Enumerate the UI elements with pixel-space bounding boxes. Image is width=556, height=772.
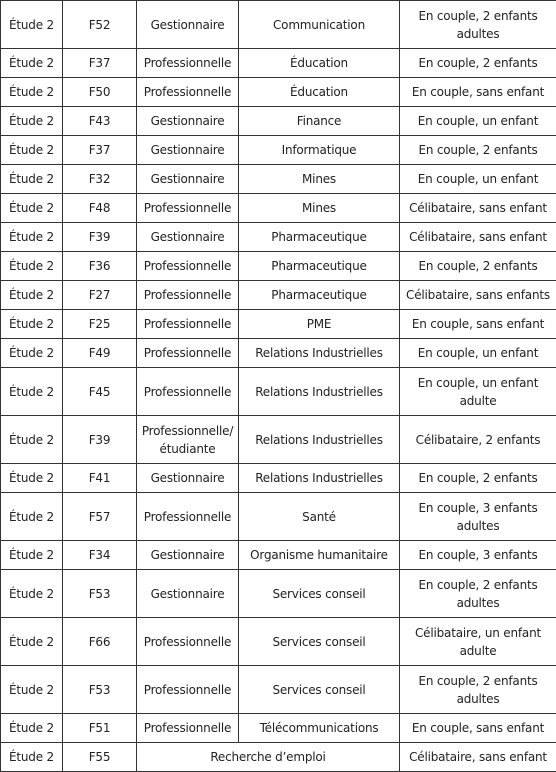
sector-cell: Pharmaceutique — [239, 281, 400, 310]
table-row — [1, 1, 556, 49]
role-cell: Professionnelle — [137, 49, 239, 78]
sector-cell: Éducation — [239, 49, 400, 78]
table-row — [1, 416, 556, 464]
study-cell: Étude 2 — [1, 416, 63, 464]
study-cell: Étude 2 — [1, 223, 63, 252]
participant-id-cell: F51 — [63, 714, 137, 743]
role-cell: Professionnelle — [137, 618, 239, 666]
merged-role-sector-cell: Recherche d’emploi — [137, 743, 400, 772]
table-row — [1, 49, 556, 78]
study-cell: Étude 2 — [1, 136, 63, 165]
family-status-cell: En couple, sans enfant — [400, 78, 556, 107]
family-status-cell: En couple, 2 enfants adultes — [400, 570, 556, 618]
sector-cell: Pharmaceutique — [239, 223, 400, 252]
study-cell: Étude 2 — [1, 1, 63, 49]
role-cell: Gestionnaire — [137, 136, 239, 165]
sector-cell: Santé — [239, 493, 400, 541]
role-cell: Professionnelle — [137, 339, 239, 368]
role-cell: Gestionnaire — [137, 1, 239, 49]
role-cell: Gestionnaire — [137, 107, 239, 136]
participant-id-cell: F48 — [63, 194, 137, 223]
table-row — [1, 666, 556, 714]
sector-cell: Mines — [239, 194, 400, 223]
sector-cell: Communication — [239, 1, 400, 49]
table-row — [1, 78, 556, 107]
table-row — [1, 165, 556, 194]
family-status-cell: Célibataire, 2 enfants — [400, 416, 556, 464]
study-cell: Étude 2 — [1, 570, 63, 618]
table-row — [1, 339, 556, 368]
family-status-cell: Célibataire, sans enfant — [400, 743, 556, 772]
participant-id-cell: F41 — [63, 464, 137, 493]
table-row — [1, 368, 556, 416]
family-status-cell: En couple, sans enfant — [400, 714, 556, 743]
family-status-cell: Célibataire, un enfant adulte — [400, 618, 556, 666]
study-cell: Étude 2 — [1, 165, 63, 194]
participants-table-body — [1, 1, 556, 772]
table-row — [1, 223, 556, 252]
study-cell: Étude 2 — [1, 666, 63, 714]
table-row — [1, 493, 556, 541]
participant-id-cell: F45 — [63, 368, 137, 416]
study-cell: Étude 2 — [1, 107, 63, 136]
participant-id-cell: F39 — [63, 223, 137, 252]
sector-cell: Télécommunications — [239, 714, 400, 743]
role-cell: Gestionnaire — [137, 223, 239, 252]
role-cell: Gestionnaire — [137, 464, 239, 493]
role-cell: Gestionnaire — [137, 541, 239, 570]
participant-id-cell: F34 — [63, 541, 137, 570]
participant-id-cell: F25 — [63, 310, 137, 339]
participant-id-cell: F37 — [63, 49, 137, 78]
sector-cell: Services conseil — [239, 666, 400, 714]
role-cell: Gestionnaire — [137, 165, 239, 194]
study-cell: Étude 2 — [1, 49, 63, 78]
participant-id-cell: F32 — [63, 165, 137, 194]
table-row — [1, 464, 556, 493]
participant-id-cell: F37 — [63, 136, 137, 165]
role-cell: Professionnelle — [137, 194, 239, 223]
study-cell: Étude 2 — [1, 541, 63, 570]
family-status-cell: En couple, un enfant — [400, 339, 556, 368]
family-status-cell: En couple, 2 enfants — [400, 252, 556, 281]
family-status-cell: En couple, un enfant adulte — [400, 368, 556, 416]
table-row — [1, 194, 556, 223]
family-status-cell: En couple, 2 enfants — [400, 136, 556, 165]
sector-cell: PME — [239, 310, 400, 339]
role-cell: Professionnelle — [137, 78, 239, 107]
participant-id-cell: F52 — [63, 1, 137, 49]
participant-id-cell: F39 — [63, 416, 137, 464]
sector-cell: Relations Industrielles — [239, 339, 400, 368]
participant-id-cell: F50 — [63, 78, 137, 107]
table-row — [1, 310, 556, 339]
family-status-cell: En couple, un enfant — [400, 165, 556, 194]
role-cell: Professionnelle — [137, 252, 239, 281]
sector-cell: Services conseil — [239, 570, 400, 618]
role-cell: Professionnelle — [137, 368, 239, 416]
table-row — [1, 743, 556, 772]
table-row — [1, 570, 556, 618]
sector-cell: Services conseil — [239, 618, 400, 666]
family-status-cell: En couple, 2 enfants — [400, 464, 556, 493]
role-cell: Professionnelle/ étudiante — [137, 416, 239, 464]
family-status-cell: En couple, 2 enfants adultes — [400, 666, 556, 714]
study-cell: Étude 2 — [1, 493, 63, 541]
study-cell: Étude 2 — [1, 368, 63, 416]
participant-id-cell: F55 — [63, 743, 137, 772]
participant-id-cell: F66 — [63, 618, 137, 666]
sector-cell: Finance — [239, 107, 400, 136]
role-cell: Gestionnaire — [137, 570, 239, 618]
study-cell: Étude 2 — [1, 618, 63, 666]
family-status-cell: En couple, 2 enfants — [400, 49, 556, 78]
study-cell: Étude 2 — [1, 310, 63, 339]
table-row — [1, 714, 556, 743]
family-status-cell: En couple, 3 enfants adultes — [400, 493, 556, 541]
family-status-cell: Célibataire, sans enfant — [400, 194, 556, 223]
participant-id-cell: F43 — [63, 107, 137, 136]
study-cell: Étude 2 — [1, 743, 63, 772]
sector-cell: Organisme humanitaire — [239, 541, 400, 570]
table-row — [1, 281, 556, 310]
table-row — [1, 107, 556, 136]
study-cell: Étude 2 — [1, 339, 63, 368]
sector-cell: Informatique — [239, 136, 400, 165]
participant-id-cell: F53 — [63, 666, 137, 714]
study-cell: Étude 2 — [1, 714, 63, 743]
family-status-cell: En couple, un enfant — [400, 107, 556, 136]
role-cell: Professionnelle — [137, 666, 239, 714]
sector-cell: Mines — [239, 165, 400, 194]
family-status-cell: En couple, sans enfant — [400, 310, 556, 339]
sector-cell: Pharmaceutique — [239, 252, 400, 281]
participant-id-cell: F57 — [63, 493, 137, 541]
sector-cell: Relations Industrielles — [239, 368, 400, 416]
role-cell: Professionnelle — [137, 714, 239, 743]
participant-id-cell: F53 — [63, 570, 137, 618]
table-row — [1, 618, 556, 666]
table-row — [1, 252, 556, 281]
sector-cell: Éducation — [239, 78, 400, 107]
study-cell: Étude 2 — [1, 281, 63, 310]
family-status-cell: Célibataire, sans enfant — [400, 223, 556, 252]
table-row — [1, 541, 556, 570]
role-cell: Professionnelle — [137, 310, 239, 339]
study-cell: Étude 2 — [1, 194, 63, 223]
family-status-cell: Célibataire, sans enfants — [400, 281, 556, 310]
study-cell: Étude 2 — [1, 464, 63, 493]
participant-id-cell: F49 — [63, 339, 137, 368]
sector-cell: Relations Industrielles — [239, 464, 400, 493]
participant-id-cell: F36 — [63, 252, 137, 281]
role-cell: Professionnelle — [137, 493, 239, 541]
table-row — [1, 136, 556, 165]
family-status-cell: En couple, 2 enfants adultes — [400, 1, 556, 49]
study-cell: Étude 2 — [1, 78, 63, 107]
role-cell: Professionnelle — [137, 281, 239, 310]
participant-id-cell: F27 — [63, 281, 137, 310]
family-status-cell: En couple, 3 enfants — [400, 541, 556, 570]
study-cell: Étude 2 — [1, 252, 63, 281]
sector-cell: Relations Industrielles — [239, 416, 400, 464]
